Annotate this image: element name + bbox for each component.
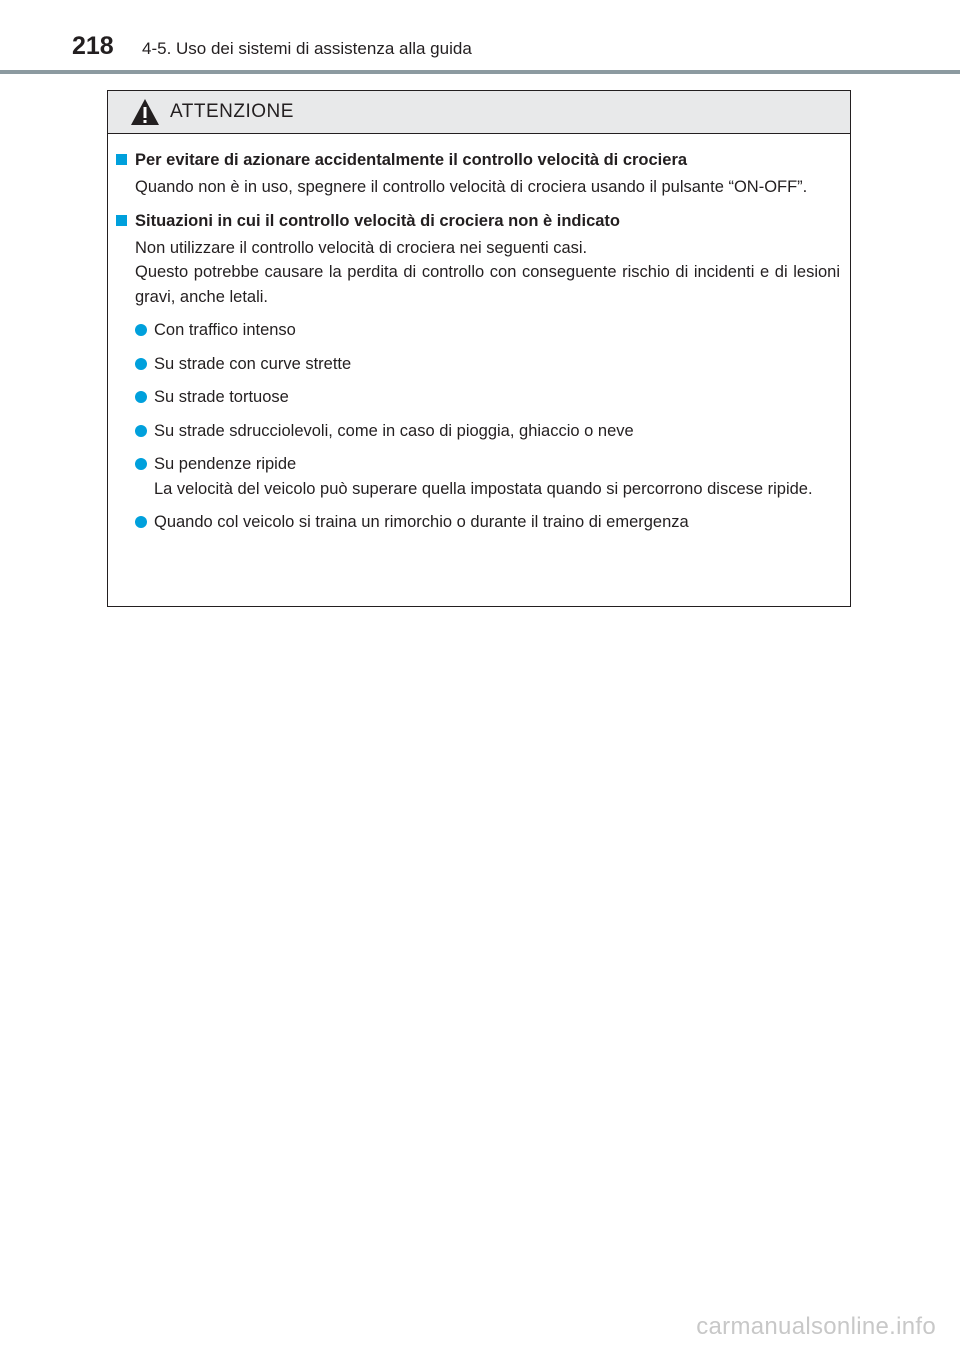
circle-bullet-icon: [135, 458, 147, 470]
circle-bullet-icon: [135, 516, 147, 528]
square-bullet-icon: [116, 215, 127, 226]
circle-bullet-icon: [135, 324, 147, 336]
watermark: carmanualsonline.info: [696, 1313, 936, 1340]
list-item-text: Con traffico intenso: [154, 321, 296, 339]
list-item: [116, 452, 840, 501]
section-title: 4-5. Uso dei sistemi di assistenza alla guida: [142, 39, 472, 58]
square-bullet-icon: [116, 154, 127, 165]
list-item: [116, 419, 840, 444]
list-item-text: Su pendenze ripide: [154, 455, 297, 473]
list-item-text: Su strade tortuose: [154, 388, 289, 406]
warning-triangle-icon: [130, 98, 160, 126]
circle-bullet-icon: [135, 358, 147, 370]
section-heading: [116, 148, 840, 172]
list-item-subtext: La velocità del veicolo può superare quella impostata quando si percorrono discese ripide.: [154, 479, 813, 498]
list-item: [116, 318, 840, 343]
paragraph: Quando non è in uso, spegnere il controllo velocità di crociera usando il pulsante “ON-OFF”.: [135, 178, 808, 196]
list-item-content: [154, 452, 840, 501]
list-item-text: Su strade con curve strette: [154, 354, 352, 373]
warning-body: [108, 134, 850, 535]
paragraph: [116, 236, 840, 310]
warning-box: [107, 90, 851, 607]
section-heading-text: Per evitare di azionare accidentalmente il controllo velocità di crociera: [135, 151, 688, 169]
section-heading: [116, 209, 840, 233]
list-item-text: Su strade sdrucciolevoli, come in caso di pioggia, ghiaccio o neve: [154, 421, 634, 440]
header-rule: [0, 70, 960, 74]
circle-bullet-icon: [135, 391, 147, 403]
circle-bullet-icon: [135, 425, 147, 437]
list-item-text: Quando col veicolo si traina un rimorchio o durante il traino di emergenza: [154, 513, 689, 531]
list-item: [116, 352, 840, 377]
warning-title: ATTENZIONE: [170, 101, 294, 122]
paragraph-line: Non utilizzare il controllo velocità di crociera nei seguenti casi.: [135, 238, 588, 257]
section-heading-text: Situazioni in cui il controllo velocità di crociera non è indicato: [135, 211, 620, 230]
paragraph-line: Questo potrebbe causare la perdita di controllo con conseguente rischio di incidenti e di lesioni gravi, anche letali.: [135, 263, 840, 306]
list-item: [116, 510, 840, 535]
warning-header: [108, 91, 850, 134]
page-number: 218: [72, 32, 114, 60]
list-item: [116, 385, 840, 410]
